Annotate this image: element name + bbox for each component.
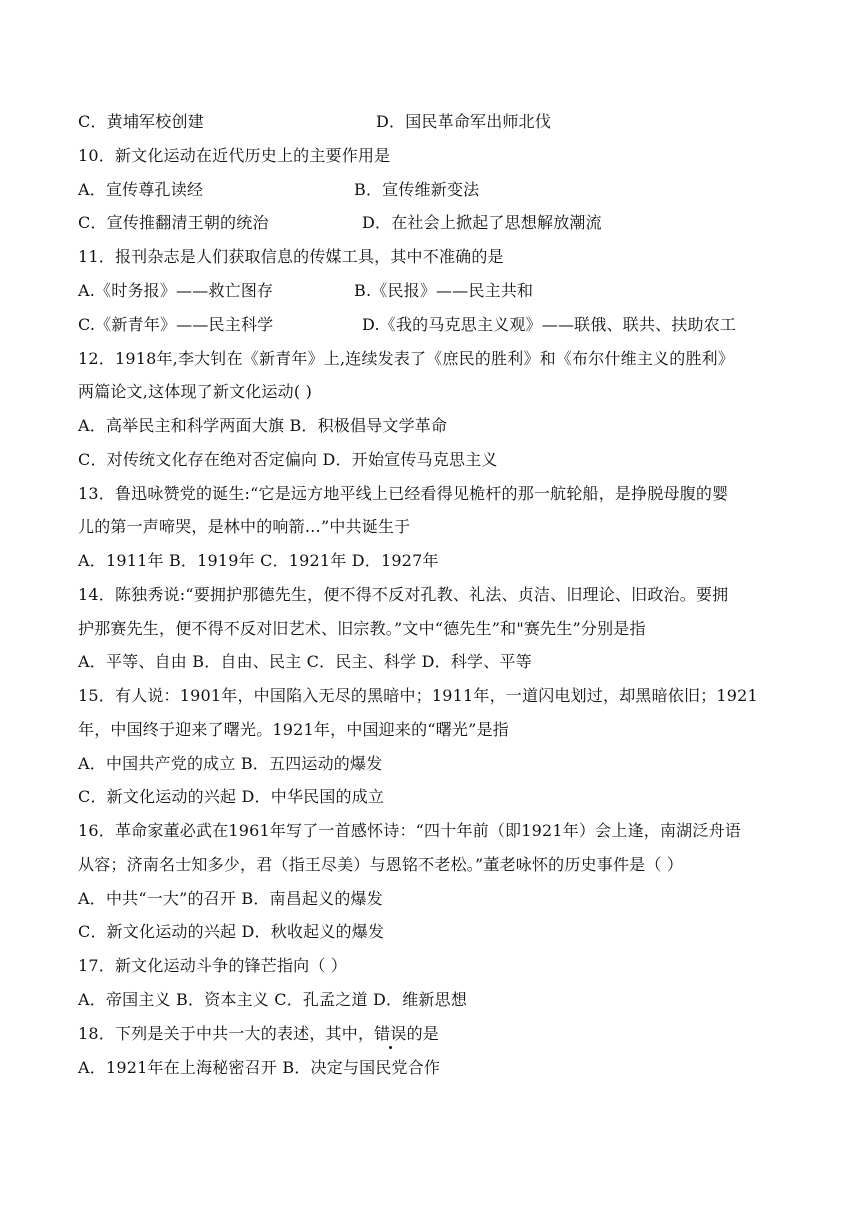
q18-options-ab: A．1921年在上海秘密召开 B．决定与国民党合作 xyxy=(78,1058,441,1077)
q10-option-d: D．在社会上掀起了思想解放潮流 xyxy=(362,213,602,232)
question-17: 17．新文化运动斗争的锋芒指向（ ） xyxy=(78,956,348,975)
q11-options-ab xyxy=(78,281,534,301)
question-16-line-2: 从容；济南名士知多少，君（指王尽美）与恩铭不老松。”董老咏怀的历史事件是（ ） xyxy=(78,855,684,874)
q10-options-cd xyxy=(78,213,602,233)
q11-options-cd xyxy=(78,315,737,335)
q14-options: A．平等、自由 B．自由、民主 C．民主、科学 D．科学、平等 xyxy=(78,652,532,671)
question-18-text: 18．下列是关于中共一大的表述，其中， xyxy=(78,1024,375,1043)
q15-options-ab: A．中国共产党的成立 B．五四运动的爆发 xyxy=(78,754,383,773)
q11-option-a: A.《时务报》——救亡图存 xyxy=(78,281,274,300)
q16-options-cd: C．新文化运动的兴起 D．秋收起义的爆发 xyxy=(78,922,385,941)
q15-options-cd: C．新文化运动的兴起 D．中华民国的成立 xyxy=(78,787,385,806)
emphasis-dotted-text: 错误 xyxy=(374,1024,407,1043)
question-15-line-2: 年，中国终于迎来了曙光。1921年，中国迎来的“曙光”是指 xyxy=(78,720,509,739)
q16-options-ab: A．中共“一大”的召开 B．南昌起义的爆发 xyxy=(78,889,383,908)
q17-options: A．帝国主义 B．资本主义 C．孔孟之道 D．维新思想 xyxy=(78,990,468,1009)
question-15-line-1: 15．有人说：1901年，中国陷入无尽的黑暗中；1911年，一道闪电划过，却黑暗依旧；1921 xyxy=(78,686,758,705)
question-13-line-2: 儿的第一声啼哭，是林中的响箭…”中共诞生于 xyxy=(78,517,411,536)
q9-option-c: C．黄埔军校创建 xyxy=(78,112,204,131)
q9-option-d: D．国民革命军出师北伐 xyxy=(376,112,552,131)
q11-option-c: C.《新青年》——民主科学 xyxy=(78,315,274,334)
q12-options-ab: A．高举民主和科学两面大旗 B．积极倡导文学革命 xyxy=(78,416,448,435)
question-18-text-end: 的是 xyxy=(406,1024,439,1043)
q10-option-c: C．宣传推翻清王朝的统治 xyxy=(78,213,269,232)
question-10: 10．新文化运动在近代历史上的主要作用是 xyxy=(78,146,391,165)
question-14-line-2: 护那赛先生，便不得不反对旧艺术、旧宗教。”文中“德先生”和"赛先生”分别是指 xyxy=(78,619,646,638)
q10-option-a: A．宣传尊孔读经 xyxy=(78,180,204,199)
question-12-line-1: 12．1918年,李大钊在《新青年》上,连续发表了《庶民的胜利》和《布尔什维主义的胜利》 xyxy=(78,349,735,368)
question-12-line-2: 两篇论文,这体现了新文化运动( ) xyxy=(78,382,313,401)
q10-option-b: B．宣传维新变法 xyxy=(354,180,480,199)
q11-option-d: D.《我的马克思主义观》——联俄、联共、扶助农工 xyxy=(362,315,737,334)
q9-options-cd xyxy=(78,112,552,132)
q10-options-ab xyxy=(78,180,480,200)
question-16-line-1: 16．革命家董必武在1961年写了一首感怀诗：“四十年前（即1921年）会上逢，南湖泛舟语 xyxy=(78,821,741,840)
q11-option-b: B.《民报》——民主共和 xyxy=(354,281,534,300)
question-14-line-1: 14．陈独秀说:“要拥护那德先生，便不得不反对孔教、礼法、贞洁、旧理论、旧政治。要拥 xyxy=(78,585,729,604)
q12-options-cd: C．对传统文化存在绝对否定偏向 D．开始宣传马克思主义 xyxy=(78,450,498,469)
question-13-line-1: 13．鲁迅咏赞党的诞生:“它是远方地平线上已经看得见桅杆的那一航轮船，是挣脱母腹的婴 xyxy=(78,484,729,503)
q13-options: A．1911年 B．1919年 C．1921年 D．1927年 xyxy=(78,551,439,570)
question-18 xyxy=(78,1024,439,1044)
question-11: 11．报刊杂志是人们获取信息的传媒工具，其中不准确的是 xyxy=(78,247,504,266)
